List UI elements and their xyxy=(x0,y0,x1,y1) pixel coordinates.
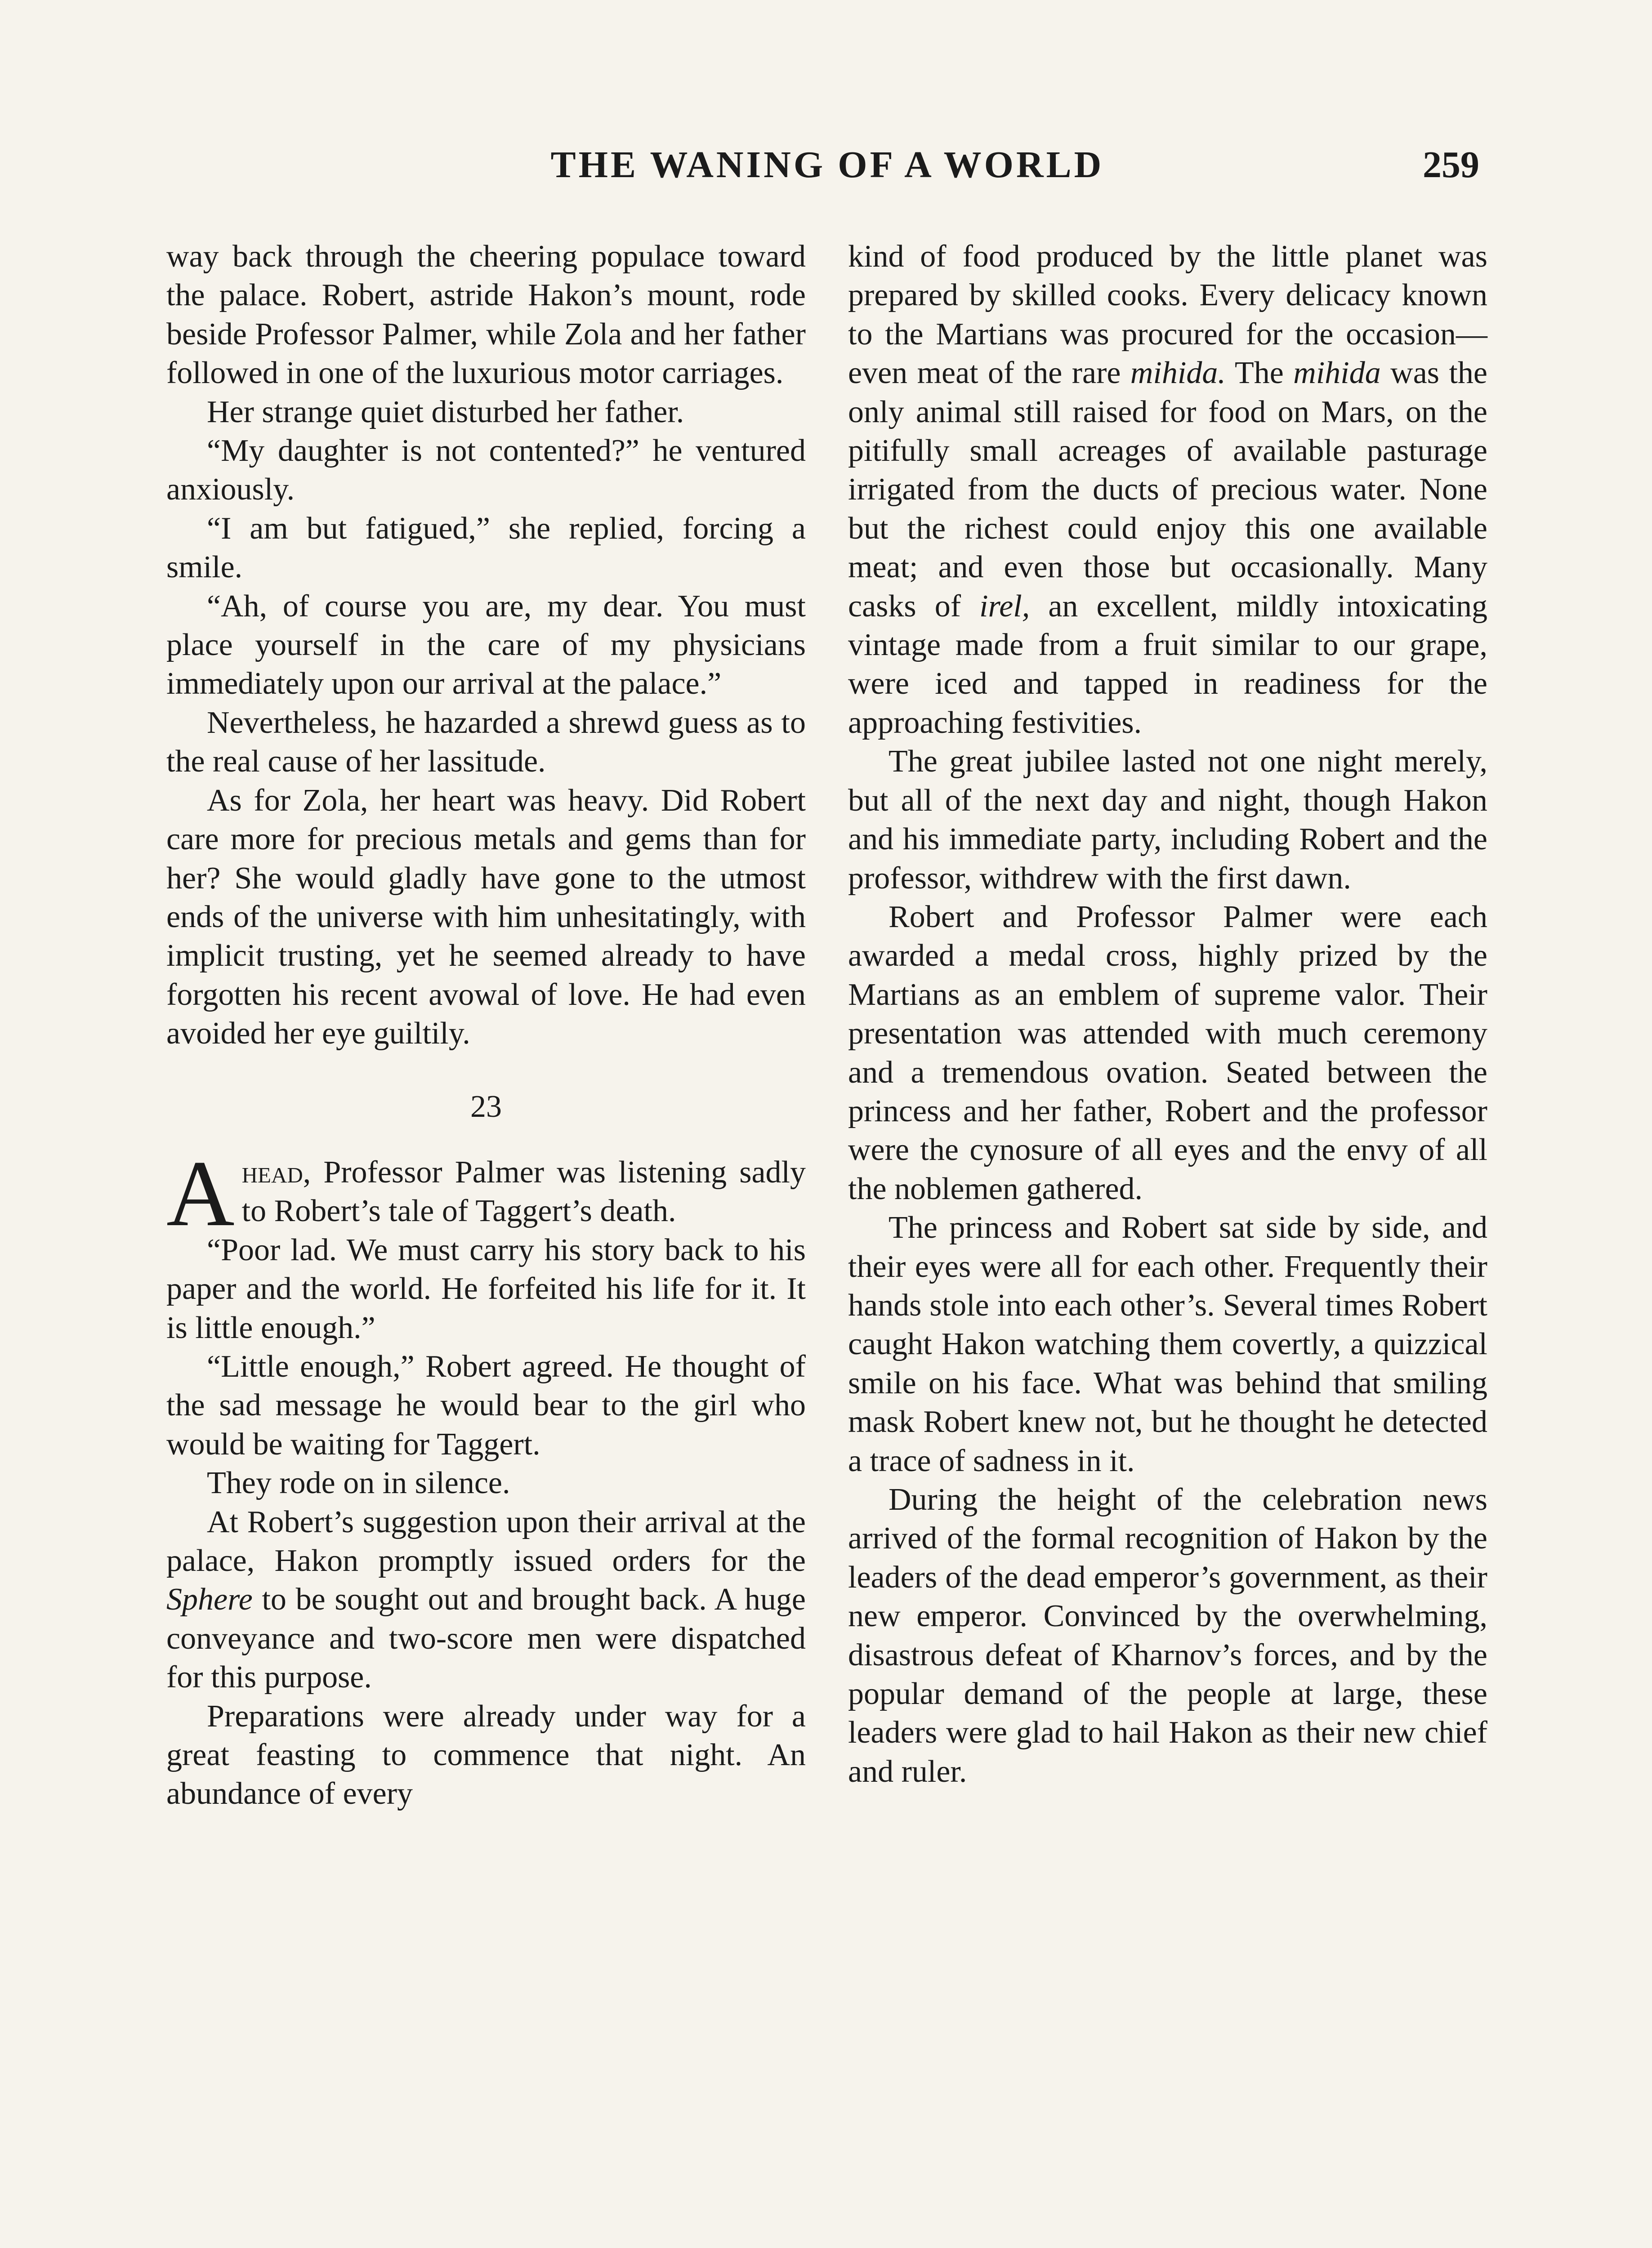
left-column xyxy=(166,237,806,1814)
running-title: THE WANING OF A WORLD xyxy=(550,144,1104,186)
paragraph: The princess and Robert sat side by side, and their eyes were all for each other. Frequently their hands stole into each other’s. Several times Robert caught Hakon watching them covertly, a quizzical smile on his face. What was behind that smiling mask Robert knew not, but he thought he detected a trace of sadness in it. xyxy=(848,1210,1487,1478)
text-run: kind of food produced by the little planet was prepared by skilled cooks. Every delicacy known to the Martians was procured for the occasion—even meat of the rare xyxy=(848,239,1487,391)
text-run: The xyxy=(1225,356,1294,391)
paragraph: “Ah, of course you are, my dear. You must place yourself in the care of my physicians immediately upon our arrival at the palace.” xyxy=(166,589,806,701)
paragraph: They rode on in silence. xyxy=(207,1466,510,1501)
paragraph: “Poor lad. We must carry his story back to his paper and the world. He forfeited his life for it. It is little enough.” xyxy=(166,1232,806,1345)
paragraph xyxy=(166,1503,806,1697)
italic-run: mihida. xyxy=(1130,356,1226,391)
paragraph: “Little enough,” Robert agreed. He thought of the sad message he would bear to the girl who would be waiting for Taggert. xyxy=(166,1349,806,1462)
paragraph: way back through the cheering populace toward the palace. Robert, astride Hakon’s mount, rode beside Professor Palmer, while Zola and her father followed in one of the luxurious motor carriages. xyxy=(166,239,806,391)
chapter-opening-paragraph xyxy=(166,1141,806,1246)
paragraph: Robert and Professor Palmer were each awarded a medal cross, highly prized by the Martians as an emblem of supreme valor. Their presentation was attended with much ceremony and a tremendous ovation. Seated between the princess and her father, Robert and the professor were the cynosure of all eyes and the envy of all the noblemen gathered. xyxy=(848,899,1487,1206)
paragraph: Nevertheless, he hazarded a shrewd guess as to the real cause of her lassitude. xyxy=(166,705,806,779)
paragraph: “My daughter is not contented?” he ventured anxiously. xyxy=(166,433,806,507)
paragraph: During the height of the celebration news arrived of the formal recognition of Hakon by the leaders of the dead emperor’s government, as their new emperor. Convinced by the overwhelming, disastrous defeat of Kharnov’s forces, and by the popular demand of the people at large, these leaders were glad to hail Hakon as their new chief and ruler. xyxy=(848,1482,1487,1789)
paragraph: As for Zola, her heart was heavy. Did Robert care more for precious metals and gems than for her? She would gladly have gone to the utmost ends of the universe with him unhesitatingly, with implicit trusting, yet he seemed already to have forgotten his recent avowal of love. He had even avoided her eye guiltily. xyxy=(166,783,806,1051)
page-number: 259 xyxy=(1423,144,1479,186)
paragraph: The great jubilee lasted not one night merely, but all of the next day and night, though Hakon and his immediate party, including Robert and the professor, withdrew with the first dawn. xyxy=(848,744,1487,896)
drop-cap: A xyxy=(166,1141,235,1246)
text-run: an excellent, mildly intoxicating vintage made from a fruit similar to our grape, were iced and tapped in readiness for the approaching festivities. xyxy=(848,589,1487,740)
paragraph: Preparations were already under way for a great feasting to commence that night. An abundance of every xyxy=(166,1699,806,1811)
chapter-opening-smallcaps: head, xyxy=(241,1155,311,1190)
paragraph: “I am but fatigued,” she replied, forcing a smile. xyxy=(166,511,806,585)
italic-run: irel, xyxy=(979,589,1030,624)
italic-run: mihida xyxy=(1293,356,1381,391)
text-run: to be sought out and brought back. A huge conveyance and two-score men were dispatched for this purpose. xyxy=(166,1582,806,1695)
right-column xyxy=(848,237,1487,1791)
chapter-opening-text: Professor Palmer was listening sadly to Robert’s tale of Taggert’s death. xyxy=(241,1155,806,1229)
text-run: was the only animal still raised for food on Mars, on the pitifully small acreages of available pasturage irrigated from the ducts of precious water. None but the richest could enjoy this one available meat; and even those but occasionally. Many casks of xyxy=(848,356,1487,624)
paragraph xyxy=(848,237,1487,742)
chapter-number: 23 xyxy=(470,1089,502,1124)
italic-run: Sphere xyxy=(166,1582,253,1617)
text-run: At Robert’s suggestion upon their arrival at the palace, Hakon promptly issued orders for the xyxy=(166,1504,806,1578)
paragraph: Her strange quiet disturbed her father. xyxy=(207,394,684,429)
